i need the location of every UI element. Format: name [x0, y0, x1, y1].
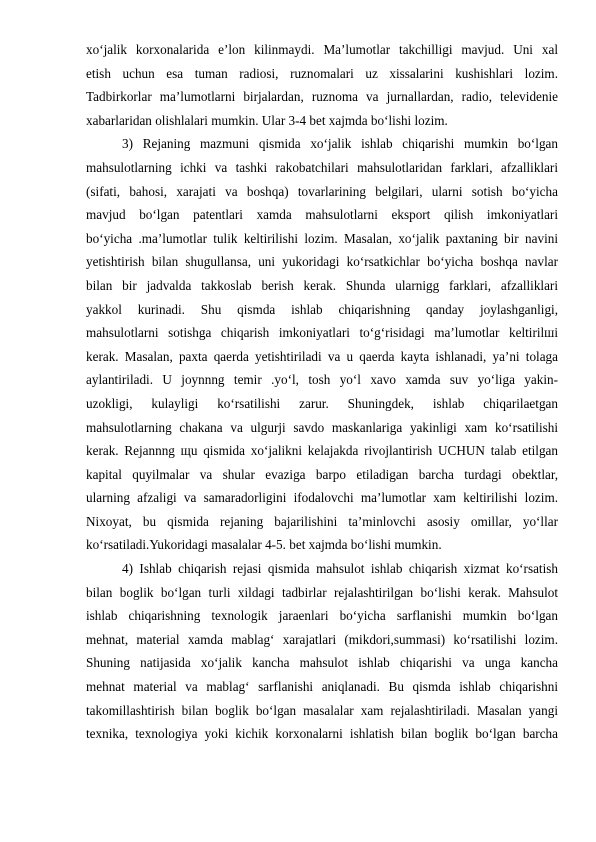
text-line: ularning afzaligi va samaradorligini ifodalovchi ma’lumotlar xam keltirilishi lozim.	[86, 490, 558, 506]
text-line: yetishtirish bilan shugullansa, uni yukoridagi ko‘rsatkichlar bo‘yicha boshqa navlar	[86, 254, 558, 270]
text-line: xabarlaridan olishlalari mumkin. Ular 3-4 bet xajmda bo‘lishi lozim.	[86, 112, 448, 128]
text-line: 4) Ishlab chiqarish rejasi qismida mahsulot ishlab chiqarish xizmat ko‘rsatish	[122, 561, 558, 577]
text-line: (sifati, bahosi, xarajati va boshqa) tovarlarining belgilari, ularni sotish bo‘yicha	[86, 183, 558, 199]
paragraph-1	[86, 38, 558, 132]
text-line: mavjud bo‘lgan patentlari xamda mahsulotlarni eksport qilish imkoniyatlari	[86, 207, 558, 223]
text-line: takomillashtirish bilan boglik bo‘lgan masalalar xam rejalashtiriladi. Masalan yangi	[86, 702, 558, 718]
text-line: Shuning natijasida xo‘jalik kancha mahsulot ishlab chiqarishi va unga kancha	[86, 655, 558, 671]
text-line: mehnat material va mablag‘ sarflanishi aniqlanadi. Bu qismda ishlab chiqarishni	[86, 679, 558, 695]
text-line: mahsulotlarning chakana va ulgurji savdo maskanlariga yakinligi xam ko‘rsatilishi	[86, 419, 558, 435]
text-line: Tadbirkorlar ma’lumotlarni birjalardan, ruznoma va jurnallardan, radio, televidenie	[86, 89, 558, 105]
paragraph-section-4	[86, 557, 558, 746]
text-line: bilan boglik bo‘lgan turli xildagi tadbirlar rejalashtirilgan bo‘lishi kerak. Mahsulot	[86, 584, 558, 600]
document-page	[86, 38, 558, 746]
text-line: aylantiriladi. U joynnng temir .yo‘l, tosh yo‘l xavo xamda suv yo‘liga yakin-	[86, 372, 558, 388]
text-line: bilan bir jadvalda takkoslab berish kerak. Shunda ularnigg farklari, afzalliklari	[86, 277, 558, 293]
text-line: mahsulotlarning ichki va tashki rakobatchilari mahsulotlaridan farklari, afzalliklari	[86, 159, 558, 175]
text-line: Nixoyat, bu qismida rejaning bajarilishini ta’minlovchi asosiy omillar, yo‘llar	[86, 513, 558, 529]
text-line: kerak. Masalan, paxta qaerda yetishtiriladi va u qaerda kayta ishlanadi, ya’ni tolaga	[86, 348, 558, 364]
text-line: mahsulotlarni sotishga chiqarish imkoniyatlari to‘g‘risidagi ma’lumotlar keltirilші	[86, 325, 558, 341]
text-line: bo‘yicha .ma’lumotlar tulik keltirilishi lozim. Masalan, xo‘jalik paxtaning bir navini	[86, 230, 558, 246]
text-line: texnika, texnologiya yoki kichik korxonalarni ishlatish bilan boglik bo‘lgan barcha	[86, 726, 558, 742]
text-line: etish uchun esa tuman radiosi, ruznomalari uz xissalarini kushishlari lozim.	[86, 65, 558, 81]
text-line: kapital quyilmalar va shular evaziga barpo etiladigan barcha turdagi obektlar,	[86, 466, 558, 482]
text-line: kerak. Rejannng щu qismida xo‘jalikni kelajakda rivojlantirish UCHUN talab etilgan	[86, 443, 558, 459]
paragraph-section-3	[86, 132, 558, 557]
text-line: ko‘rsatiladi.Yukoridagi masalalar 4-5. bet xajmda bo‘lishi mumkin.	[86, 537, 442, 553]
text-line: uzokligi, kulayligi ko‘rsatilishi zarur. Shuningdek, ishlab chiqarilaetgan	[86, 395, 558, 411]
text-line: xo‘jalik korxonalarida e’lon kilinmaydi. Ma’lumotlar takchilligi mavjud. Uni xal	[86, 42, 558, 57]
text-line: ishlab chiqarishning texnologik jaraenlari bo‘yicha sarflanishi mumkin bo‘lgan	[86, 608, 558, 624]
text-line: 3) Rejaning mazmuni qismida xo‘jalik ishlab chiqarishi mumkin bo‘lgan	[122, 136, 558, 152]
text-line: yakkol kurinadi. Shu qismda ishlab chiqarishning qanday joylashganligi,	[86, 301, 558, 317]
text-line: mehnat, material xamda mablag‘ xarajatlari (mikdori,summasi) ko‘rsatilishi lozim.	[86, 631, 558, 647]
